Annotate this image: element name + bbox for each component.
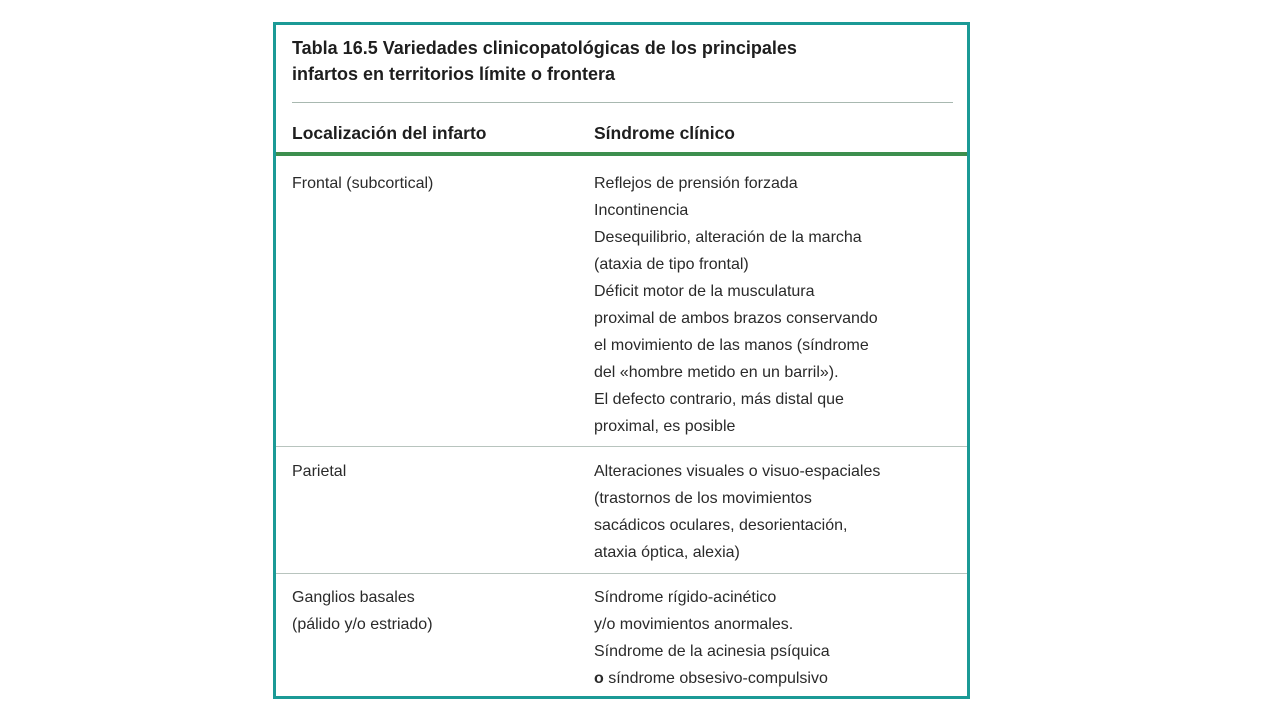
location-line: Ganglios basales <box>292 589 415 606</box>
table-frame <box>273 22 970 699</box>
syndrome-line: el movimiento de las manos (síndrome <box>594 337 869 354</box>
location-line: Frontal (subcortical) <box>292 175 434 192</box>
syndrome-line-rest: síndrome obsesivo-compulsivo <box>603 670 828 687</box>
syndrome-line: (ataxia de tipo frontal) <box>594 256 749 273</box>
syndrome-line: proximal, es posible <box>594 418 736 435</box>
syndrome-line: proximal de ambos brazos conservando <box>594 310 878 327</box>
table-title-line-2: infartos en territorios límite o frontera <box>292 64 616 84</box>
row-location <box>292 458 572 485</box>
syndrome-line <box>594 665 954 692</box>
syndrome-line: Déficit motor de la musculatura <box>594 283 815 300</box>
row-syndrome <box>594 458 954 566</box>
syndrome-line: El defecto contrario, más distal que <box>594 391 844 408</box>
row-location <box>292 584 572 638</box>
title-divider <box>292 102 953 103</box>
syndrome-line: Desequilibrio, alteración de la marcha <box>594 229 862 246</box>
row-divider <box>276 446 967 447</box>
syndrome-line: (trastornos de los movimientos <box>594 490 812 507</box>
table-title-line-1: Tabla 16.5 Variedades clinicopatológicas de los principales <box>292 38 797 58</box>
syndrome-line: y/o movimientos anormales. <box>594 616 794 633</box>
syndrome-line: Síndrome de la acinesia psíquica <box>594 643 830 660</box>
table-title <box>292 35 892 87</box>
row-location <box>292 170 572 197</box>
location-line: (pálido y/o estriado) <box>292 616 433 633</box>
row-syndrome <box>594 170 954 440</box>
row-divider <box>276 573 967 574</box>
syndrome-conjunction: o <box>594 670 604 687</box>
syndrome-line: sacádicos oculares, desorientación, <box>594 517 848 534</box>
syndrome-line: Incontinencia <box>594 202 689 219</box>
column-header-location: Localización del infarto <box>292 123 487 143</box>
syndrome-line: Reflejos de prensión forzada <box>594 175 798 192</box>
syndrome-line: del «hombre metido en un barril»). <box>594 364 839 381</box>
table-header-row <box>276 120 967 150</box>
row-syndrome <box>594 584 954 692</box>
header-divider <box>276 152 967 156</box>
syndrome-line: ataxia óptica, alexia) <box>594 544 740 561</box>
syndrome-line: Alteraciones visuales o visuo-espaciales <box>594 463 881 480</box>
column-header-syndrome: Síndrome clínico <box>594 123 735 143</box>
syndrome-line: Síndrome rígido-acinético <box>594 589 777 606</box>
location-line: Parietal <box>292 463 347 480</box>
